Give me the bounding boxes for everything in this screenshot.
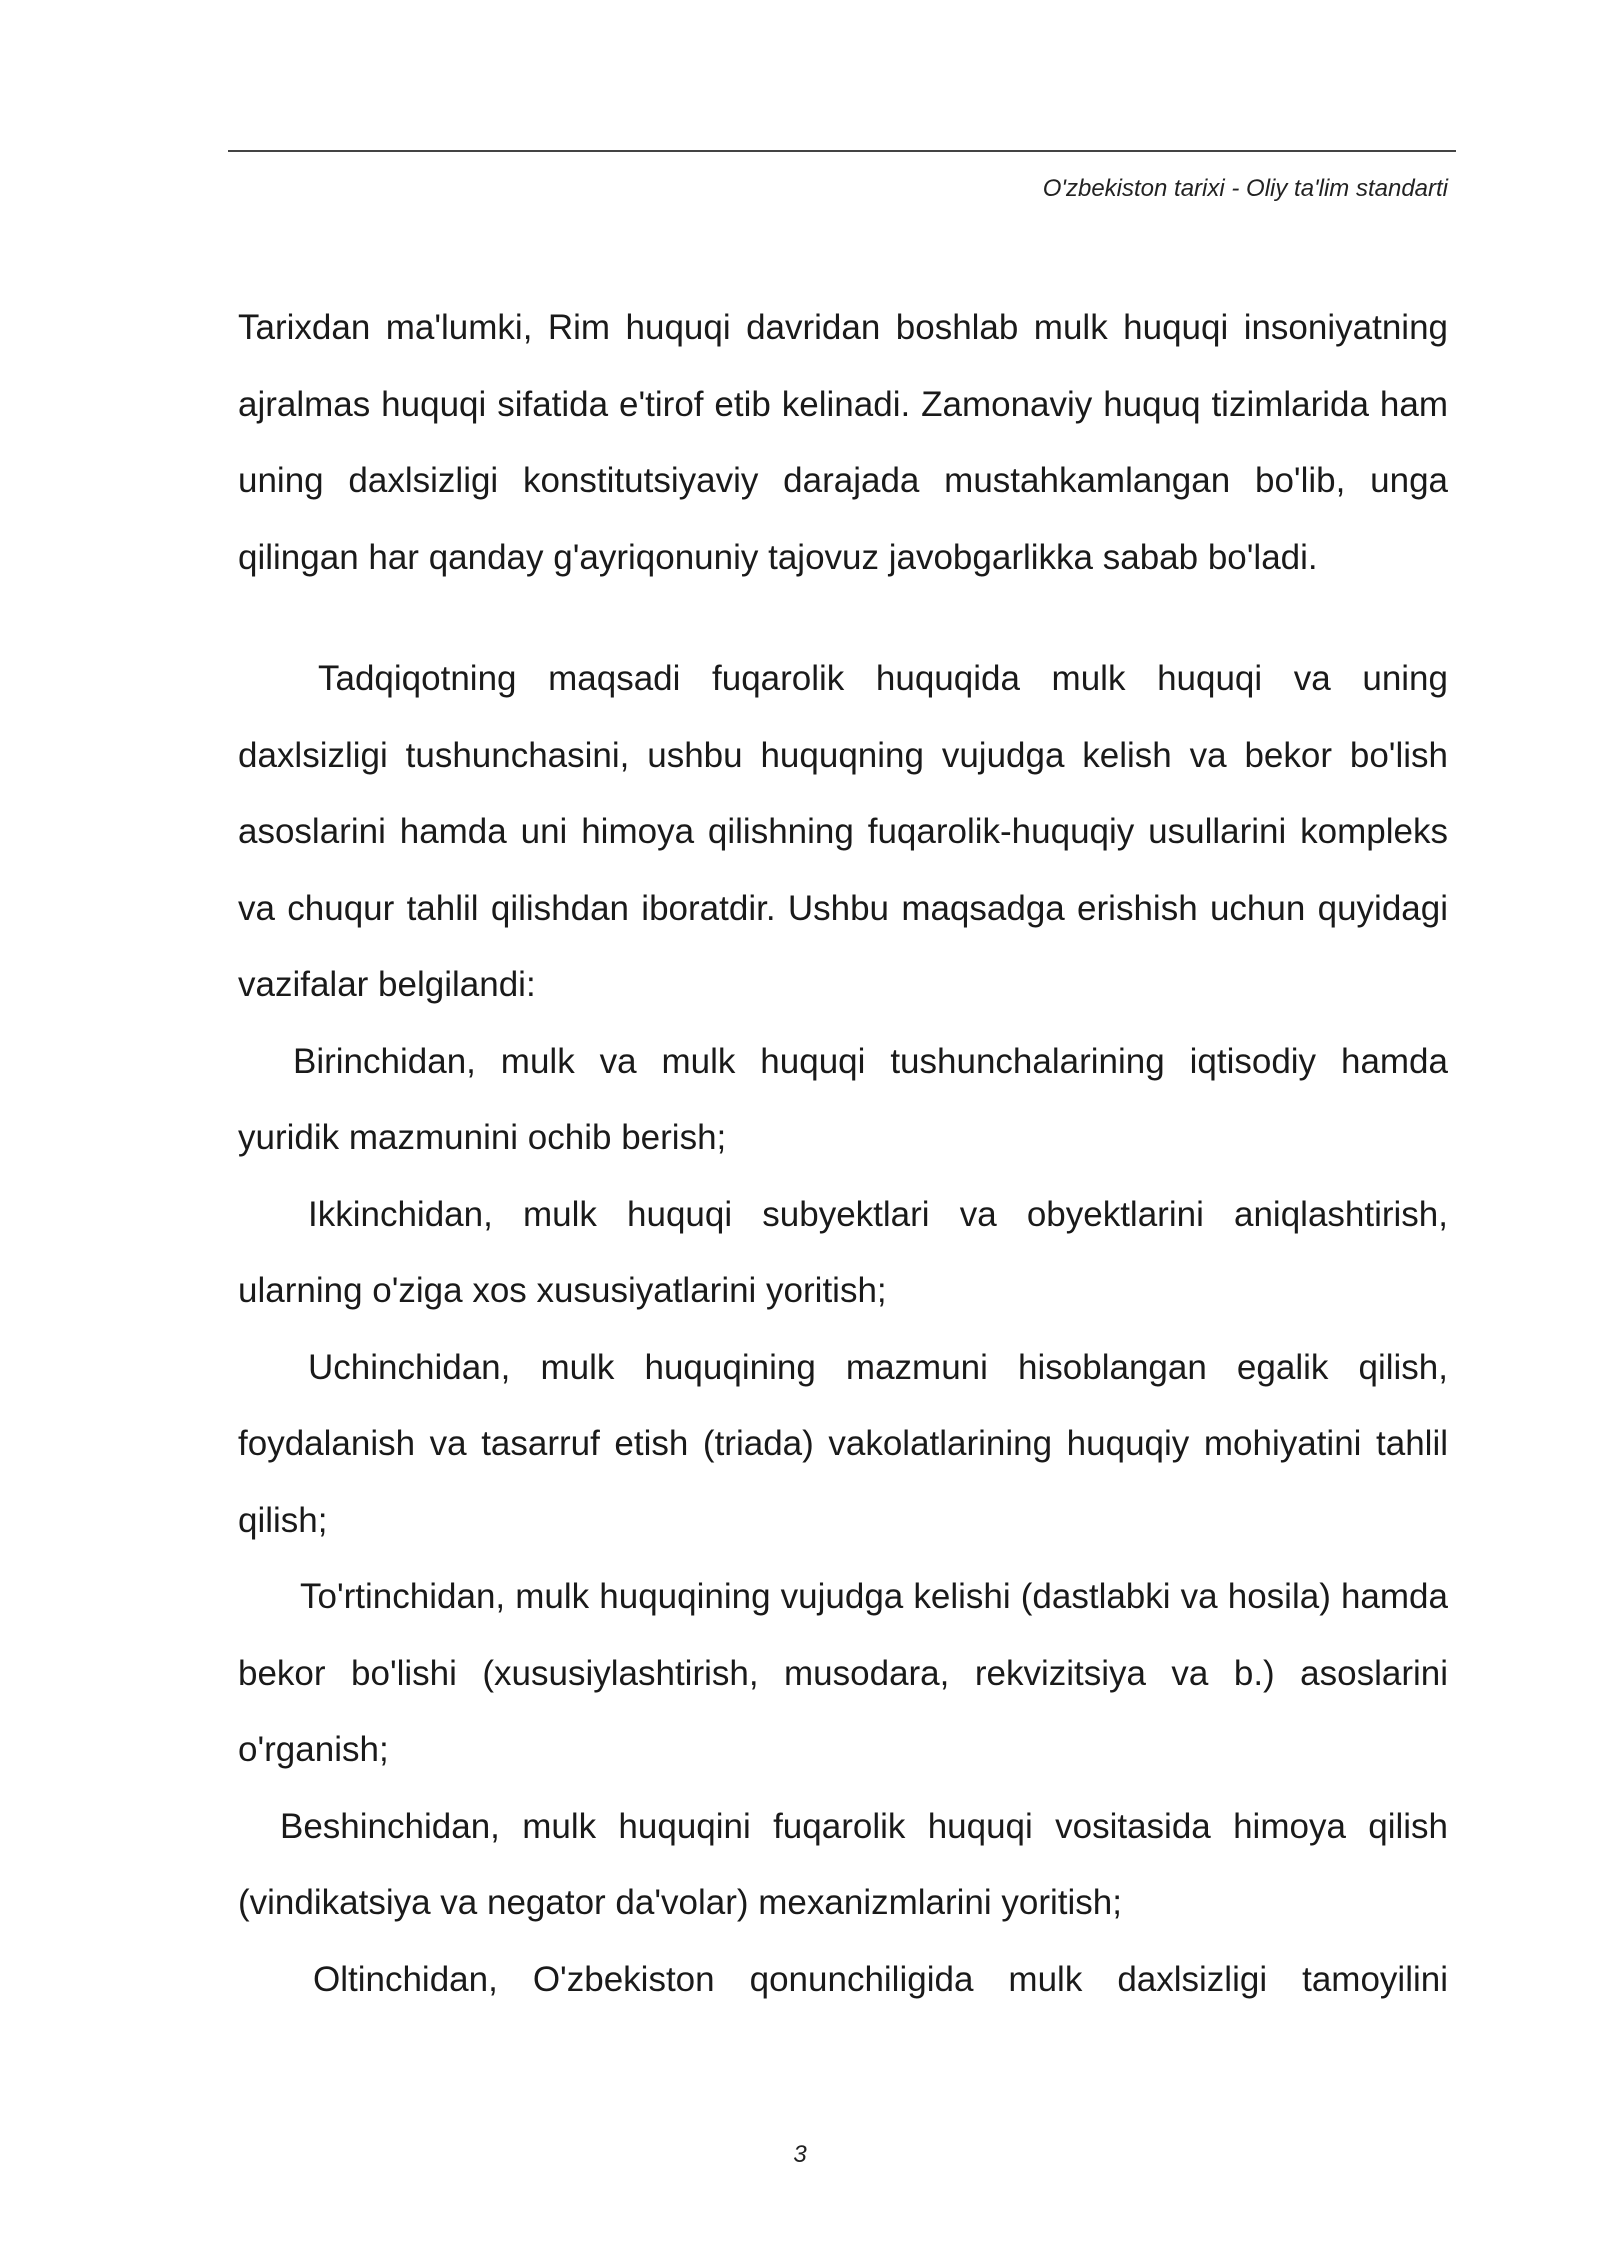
task-item-2: Ikkinchidan, mulk huquqi subyektlari va obyektlarini aniqlashtirish, ularning o'ziga xos xususiyatlarini yoritish; [238, 1194, 1448, 1310]
document-body [238, 290, 1448, 2018]
page-number: 3 [793, 2141, 807, 2168]
task-item-3: Uchinchidan, mulk huquqining mazmuni hisoblangan egalik qilish, foydalanish va tasarruf etish (triada) vakolatlarining huquqiy mohiyatini tahlil qilish; [238, 1347, 1448, 1540]
paragraph-intro: Tarixdan ma'lumki, Rim huquqi davridan boshlab mulk huquqi insoniyatning ajralmas huquqi sifatida e'tirof etib kelinadi. Zamonaviy huquq tizimlarida ham uning daxlsizligi konstitutsiyaviy darajada mustahkamlangan bo'lib, unga qilingan har qanday g'ayriqonuniy tajovuz javobgarlikka sabab bo'ladi. [238, 308, 1448, 577]
task-item-4: To'rtinchidan, mulk huquqining vujudga kelishi (dastlabki va hosila) hamda bekor bo'lishi (xususiylashtirish, musodara, rekvizitsiya va b.) asoslarini o'rganish; [238, 1577, 1448, 1769]
paragraph-research-goal: Tadqiqotning maqsadi fuqarolik huquqida mulk huquqi va uning daxlsizligi tushunchasini, ushbu huquqning vujudga kelish va bekor bo'lish asoslarini hamda uni himoya qilishning fuqarolik-huquqiy usullarini kompleks va chuqur tahlil qilishdan iboratdir. Ushbu maqsadga erishish uchun quyidagi vazifalar belgilandi: [238, 659, 1448, 1004]
task-item-6: Oltinchidan, O'zbekiston qonunchiligida mulk daxlsizligi tamoyilini [313, 1959, 1448, 1999]
task-item-1: Birinchidan, mulk va mulk huquqi tushunchalarining iqtisodiy hamda yuridik mazmunini ochib berish; [238, 1041, 1448, 1157]
running-header: O'zbekiston tarixi - Oliy ta'lim standarti [1042, 175, 1448, 202]
task-item-5: Beshinchidan, mulk huquqini fuqarolik huquqi vositasida himoya qilish (vindikatsiya va negator da'volar) mexanizmlarini yoritish; [238, 1806, 1448, 1922]
header-divider [228, 150, 1456, 152]
